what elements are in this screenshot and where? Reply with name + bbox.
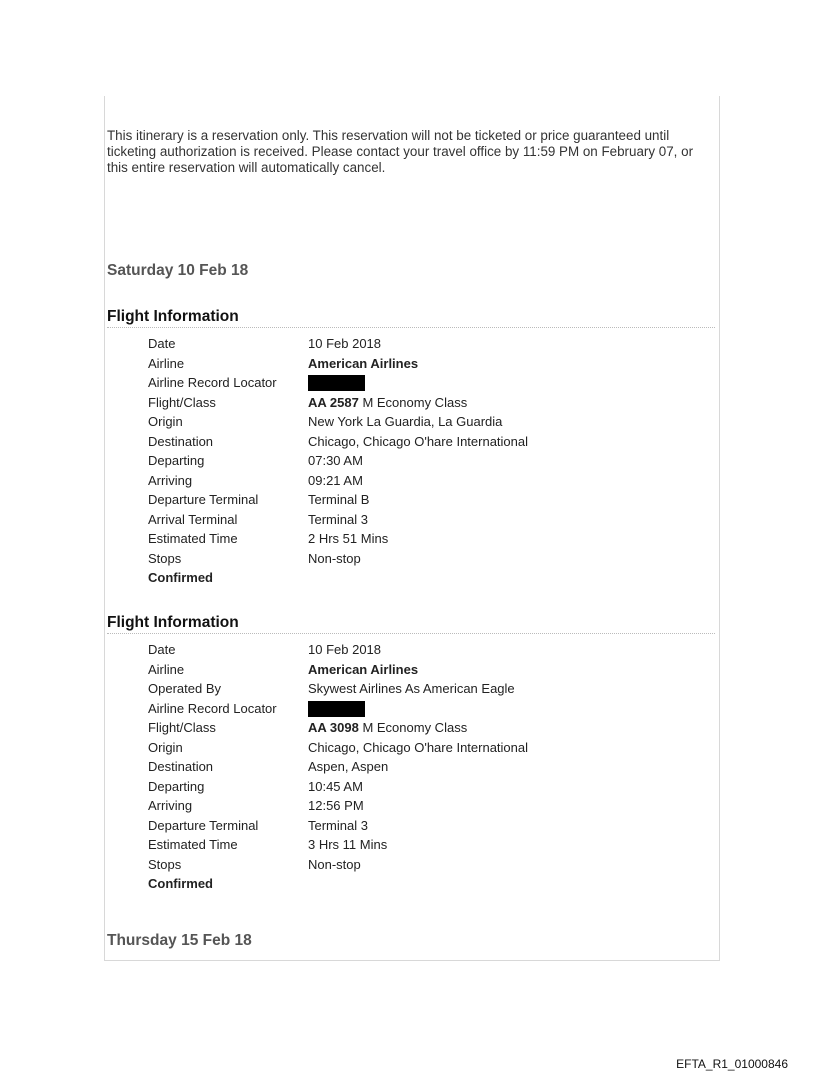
detail-row — [148, 777, 708, 797]
row-label: Stops — [148, 856, 182, 872]
row-value: 10 Feb 2018 — [308, 336, 382, 351]
detail-row — [148, 451, 708, 471]
row-label: Origin — [148, 739, 183, 755]
flight-number: AA 3098 — [308, 720, 359, 735]
row-value: 3 Hrs 11 Mins — [308, 837, 388, 852]
row-label: Departing — [148, 453, 205, 468]
confirmed-status: Confirmed — [148, 876, 213, 891]
detail-row — [148, 334, 708, 354]
row-label: Arrival Terminal — [148, 511, 238, 527]
detail-row — [148, 510, 708, 530]
redacted-record-locator — [308, 701, 365, 717]
row-label: Airline — [148, 355, 185, 371]
detail-row — [148, 393, 708, 413]
flight-class-value — [308, 718, 467, 738]
redacted-record-locator — [308, 375, 365, 391]
flight-number: AA 2587 — [308, 394, 359, 410]
row-label: Arriving — [148, 472, 193, 488]
row-value: Aspen, Aspen — [308, 759, 389, 774]
flight-details — [148, 640, 708, 894]
row-label: Flight/Class — [148, 394, 216, 410]
row-value: 2 Hrs 51 Mins — [308, 531, 389, 546]
row-label: Airline Record Locator — [148, 375, 277, 390]
reservation-notice: This itinerary is a reservation only. This reservation will not be ticketed or price guaranteed until ticketing authorization is received. Please contact your travel office by 11:59 PM on February 07, or this entire reservation will automatically cancel. — [107, 128, 694, 175]
row-label: Date — [148, 642, 176, 657]
detail-row — [148, 354, 708, 374]
row-label: Destination — [148, 759, 214, 774]
row-value: 10 Feb 2018 — [308, 642, 382, 657]
row-value: New York La Guardia, La Guardia — [308, 414, 503, 429]
day-heading: Thursday 15 Feb 18 — [107, 932, 252, 949]
row-value: Chicago, Chicago O'hare International — [308, 739, 529, 755]
detail-row — [148, 432, 708, 452]
row-label: Stops — [148, 550, 182, 566]
detail-row — [148, 718, 708, 738]
class-text: M Economy Class — [358, 720, 468, 735]
confirmed-status: Confirmed — [148, 570, 213, 585]
row-value: 07:30 AM — [308, 453, 363, 468]
row-label: Destination — [148, 433, 214, 449]
row-label: Origin — [148, 414, 183, 429]
flight-class-value — [308, 393, 467, 413]
row-value: Non-stop — [308, 550, 361, 566]
detail-row — [148, 529, 708, 549]
row-value: 10:45 AM — [308, 778, 363, 794]
row-value: Skywest Airlines As American Eagle — [308, 681, 515, 696]
status-row — [148, 568, 708, 588]
document-id: EFTA_R1_01000846 — [676, 1057, 788, 1071]
row-label: Departure Terminal — [148, 817, 259, 833]
row-value: Terminal 3 — [308, 511, 368, 527]
detail-row — [148, 835, 708, 855]
detail-row — [148, 855, 708, 875]
row-value: Terminal B — [308, 492, 370, 507]
detail-row — [148, 796, 708, 816]
airline-name: American Airlines — [308, 661, 419, 677]
row-label: Airline Record Locator — [148, 700, 277, 716]
detail-row — [148, 412, 708, 432]
flight-info-title: Flight Information — [107, 308, 715, 328]
detail-row — [148, 679, 708, 699]
detail-row — [148, 490, 708, 510]
row-value: Non-stop — [308, 856, 361, 872]
row-label: Airline — [148, 661, 185, 677]
detail-row — [148, 471, 708, 491]
class-text: M Economy Class — [358, 394, 468, 410]
row-label: Date — [148, 336, 176, 351]
flight-info-title: Flight Information — [107, 614, 715, 634]
detail-row — [148, 757, 708, 777]
row-label: Departing — [148, 778, 205, 794]
status-row — [148, 874, 708, 894]
detail-row — [148, 549, 708, 569]
row-label: Arriving — [148, 798, 193, 813]
row-label: Flight/Class — [148, 720, 216, 735]
detail-row — [148, 699, 708, 719]
row-label: Departure Terminal — [148, 492, 259, 507]
row-label: Estimated Time — [148, 837, 238, 852]
row-value: Chicago, Chicago O'hare International — [308, 433, 529, 449]
row-value: Terminal 3 — [308, 817, 368, 833]
flight-details — [148, 334, 708, 588]
row-label: Operated By — [148, 681, 221, 696]
detail-row — [148, 660, 708, 680]
detail-row — [148, 738, 708, 758]
row-value: 09:21 AM — [308, 472, 363, 488]
day-heading: Saturday 10 Feb 18 — [107, 262, 249, 279]
row-label: Estimated Time — [148, 531, 238, 546]
airline-name: American Airlines — [308, 355, 419, 371]
detail-row — [148, 373, 708, 393]
detail-row — [148, 640, 708, 660]
detail-row — [148, 816, 708, 836]
row-value: 12:56 PM — [308, 798, 364, 813]
